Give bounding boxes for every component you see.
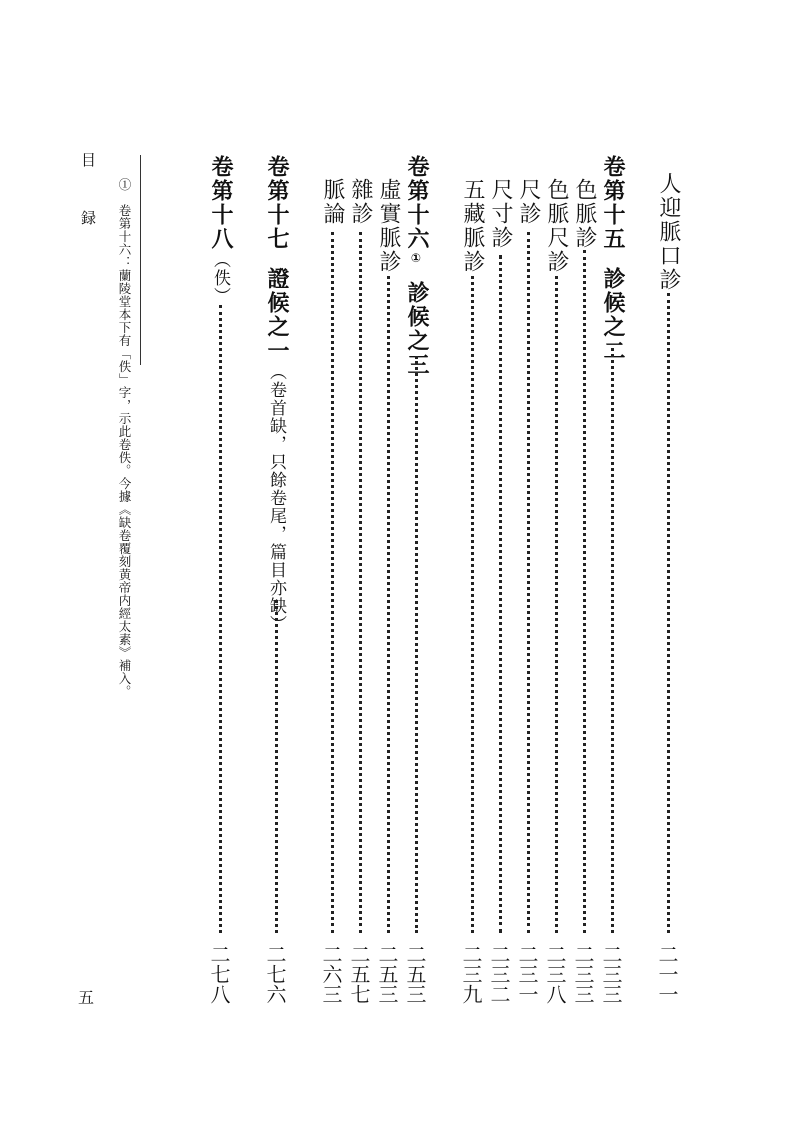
- leader-dots: [527, 232, 530, 933]
- toc-entry-page: 二三三: [599, 944, 623, 1004]
- volume-heading: [600, 155, 624, 363]
- leader-dots: [555, 276, 558, 933]
- toc-entry-title: 脈論: [320, 178, 345, 226]
- volume-title: 卷第十八: [208, 155, 233, 251]
- toc-entry-page: 二三一: [515, 944, 539, 1004]
- toc-entry-page: 二三八: [543, 944, 567, 1004]
- footnote-marker: ①: [409, 251, 423, 267]
- leader-dots: [359, 232, 362, 933]
- footnote: ① 卷第十六：蘭陵堂本下有「佚」字，示此卷佚。今據《缺卷覆刻黄帝内經太素》補入。: [117, 178, 132, 698]
- page-number: 五: [78, 988, 95, 1007]
- toc-entry-title: 人迎脈口診: [656, 172, 681, 292]
- running-head: 目 録: [79, 152, 97, 239]
- leader-dots: [415, 356, 418, 933]
- leader-dots: [387, 276, 390, 933]
- toc-entry-title: 尺寸診: [488, 178, 513, 250]
- toc-entry-title: 尺診: [516, 178, 541, 226]
- toc-entry-page: 二三九: [459, 944, 483, 1004]
- toc-entry-page: 二三二: [487, 944, 511, 1004]
- volume-title: 卷第十六: [404, 155, 429, 251]
- leader-dots: [667, 293, 670, 933]
- volume-heading: [404, 155, 428, 377]
- toc-entry-page: 二七八: [207, 944, 231, 1004]
- toc-entry-page: 二七六: [263, 944, 287, 1004]
- leader-dots: [331, 232, 334, 933]
- toc-entry-page: 二五七: [347, 944, 371, 1004]
- leader-dots: [219, 305, 222, 933]
- volume-subtitle: 證候之一: [264, 267, 289, 363]
- footnote-rule: [140, 155, 141, 365]
- toc-entry-title: 雜診: [348, 178, 373, 226]
- toc-entry-title: 虛實脈診: [376, 178, 401, 274]
- volume-aside: （卷首缺，只餘卷尾，篇目亦缺）: [266, 363, 286, 633]
- toc-entry-page: 二五三: [375, 944, 399, 1004]
- leader-dots: [471, 276, 474, 933]
- volume-heading: [208, 155, 232, 305]
- toc-entry-title: 五藏脈診: [460, 178, 485, 274]
- toc-entry-title: 色脈尺診: [544, 178, 569, 274]
- leader-dots: [611, 348, 614, 933]
- volume-title: 卷第十七: [264, 155, 289, 251]
- leader-dots: [275, 600, 278, 933]
- leader-dots: [583, 250, 586, 933]
- volume-subtitle: 診候之三: [404, 281, 429, 377]
- toc-entry-page: 二六三: [319, 944, 343, 1004]
- toc-entry-page: 二五三: [403, 944, 427, 1004]
- volume-aside: （佚）: [210, 251, 230, 305]
- volume-heading: [264, 155, 288, 633]
- volume-subtitle: 診候之二: [600, 267, 625, 363]
- toc-entry-title: 色脈診: [572, 178, 597, 250]
- toc-entry-page: 二一一: [655, 944, 679, 1004]
- toc-entry-page: 二三三: [571, 944, 595, 1004]
- leader-dots: [499, 255, 502, 933]
- volume-title: 卷第十五: [600, 155, 625, 251]
